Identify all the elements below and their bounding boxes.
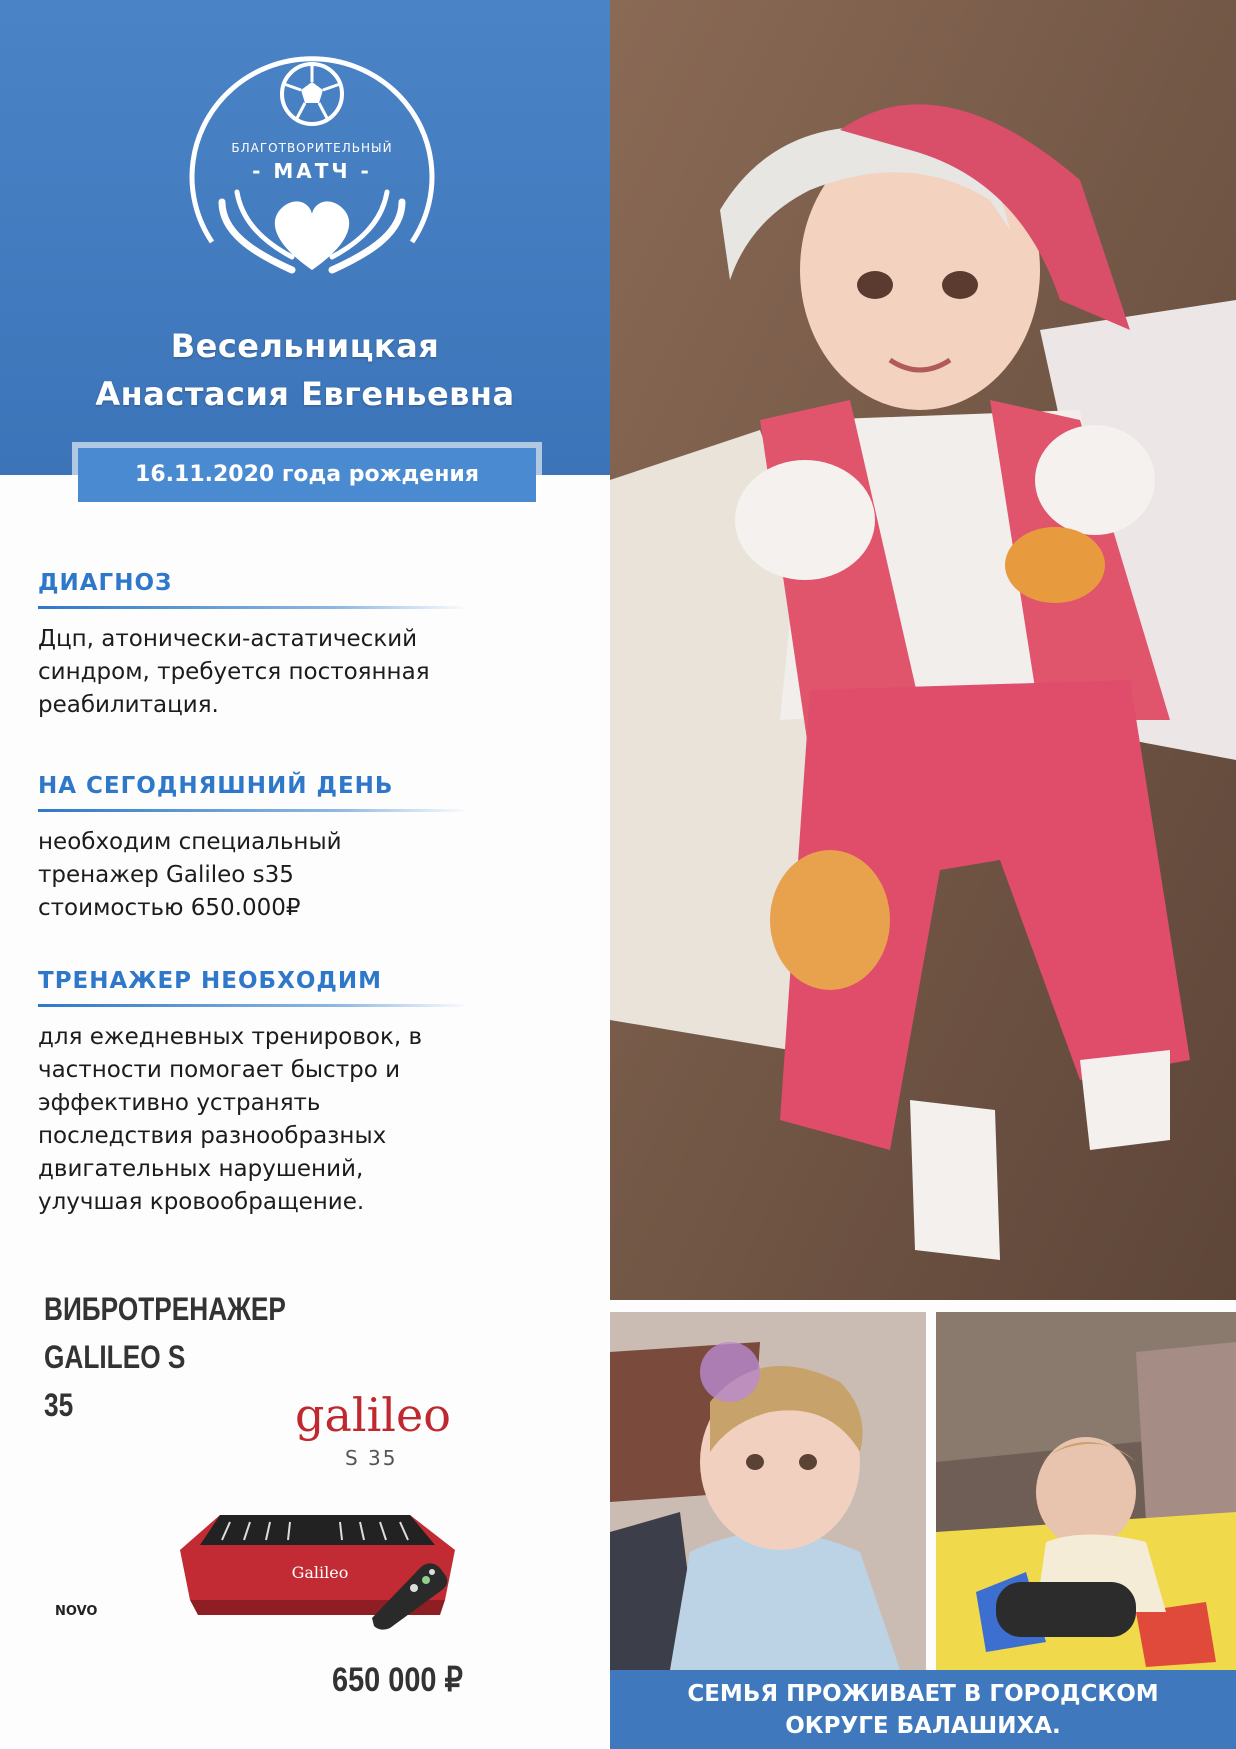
soccer-ball-icon (282, 64, 342, 124)
section-divider (38, 606, 468, 609)
main-child-photo (610, 0, 1236, 1300)
section-title: НА СЕГОДНЯШНИЙ ДЕНЬ (38, 773, 394, 799)
section-diagnosis (38, 570, 518, 722)
remote-control-image (362, 1558, 452, 1630)
product-price: 650 000 ₽ (332, 1661, 463, 1699)
child-photo-sitting (610, 1312, 926, 1670)
caption-text: СЕМЬЯ ПРОЖИВАЕТ В ГОРОДСКОМ ОКРУГЕ БАЛАШИХА. (687, 1681, 1159, 1739)
logo-line1: БЛАГОТВОРИТЕЛЬНЫЙ (231, 141, 393, 155)
birth-date: 16.11.2020 года рождения (135, 462, 479, 487)
section-divider (38, 1004, 468, 1007)
section-text: для ежедневных тренировок, в частности помогает быстро и эффективно устранять последствия разнообразных двигательных нарушений, улучшая кровообращение. (38, 1024, 423, 1215)
name-line2: Анастасия Евгеньевна (95, 375, 515, 413)
child-photo-crawling (936, 1312, 1236, 1670)
section-today (38, 773, 518, 925)
name-line1: Весельницкая (170, 327, 440, 365)
logo-line2: - МАТЧ - (252, 159, 372, 183)
brand-model: S 35 (345, 1446, 398, 1470)
section-text: необходим специальный тренажер Galileo s35 стоимостью 650.000₽ (38, 829, 342, 921)
product-title: ВИБРОТРЕНАЖЕР GALILEO S 35 (44, 1291, 286, 1423)
section-title: ДИАГНОЗ (38, 570, 173, 596)
heart-hands-icon (222, 192, 402, 270)
section-divider (38, 809, 468, 812)
charity-match-logo (182, 52, 442, 287)
section-text: Дцп, атонически-астатический синдром, требуется постоянная реабилитация. (38, 626, 430, 718)
novo-medical-logo (55, 1600, 125, 1626)
section-trainer-needed (38, 968, 518, 1219)
maker-name: NOVO (55, 1604, 98, 1619)
child-name (0, 322, 610, 418)
birth-date-badge (78, 448, 536, 502)
galileo-brand-logo: galileo (295, 1388, 451, 1442)
family-location-caption (610, 1670, 1236, 1749)
device-label: Galileo (291, 1563, 349, 1582)
section-title: ТРЕНАЖЕР НЕОБХОДИМ (38, 968, 382, 994)
